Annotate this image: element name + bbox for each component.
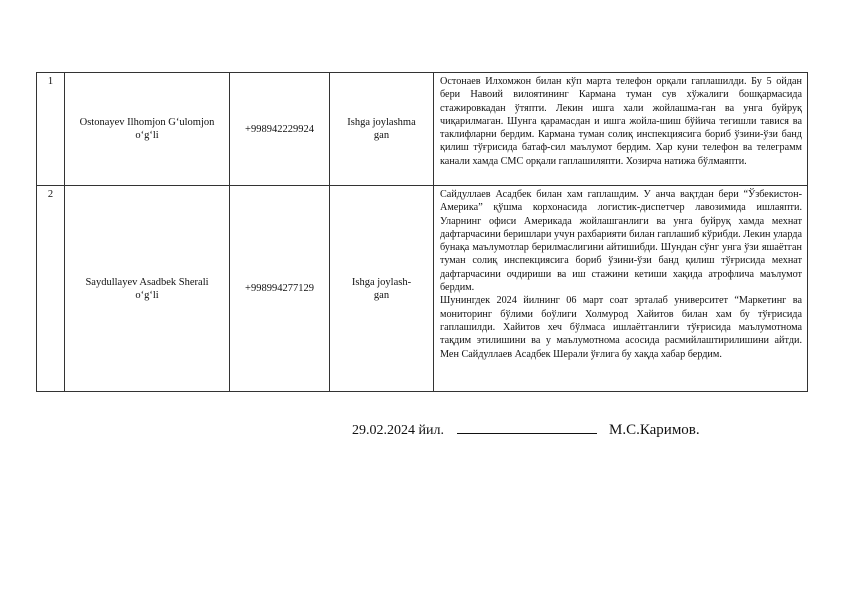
table-row — [37, 73, 808, 186]
employment-status: Ishga joylash- gan — [330, 186, 434, 392]
notes-cell: Остонаев Илхомжон билан кўп марта телефон орқали гаплашилди. Бу 5 ойдан бери Навоий вилоятининг Кармана туман сув хўжалиги бошқармасида стажировкадан ўтяпти. Лекин ишга хали жойлашма-ган ва унга буйруқ чиқарилмаган. Шунга қарамасдан и ишга жойла-шиш бўйича тегишли тавися ва таклифларни бердим. Кармана туман солиқ инспекциясига бориб ўзини-ўзи банд қилиш тўғрисида батаф-сил маълумот бердим. Хар куни телефон ва телеграмм канали хамда СМС орқали гаплашиляпти. Хозирча натижа бўлмаяпти. — [434, 73, 808, 186]
table-row — [37, 186, 808, 392]
signer-name: М.С.Каримов. — [608, 422, 700, 438]
notes-cell — [434, 186, 808, 392]
employment-status: Ishga joylashma gan — [330, 73, 434, 186]
signature-line — [457, 420, 597, 434]
notes-paragraph: Шунингдек 2024 йилнинг 06 март соат эрталаб университет “Маркетинг ва мониторинг бўлими боўлиги Холмурод Хайитов билан хам бу тўғрисида гаплашилди. Хайитов хеч бўлмаса ишлаётганлиги тўғрисида маълумотнома тақдим этилишини ва у маълумотнома асосида расмийлаштирилишини айтди. Мен Сайдуллаев Асадбек Шерали ўғлига бу хақда хабар бердим. — [440, 295, 802, 360]
row-number: 2 — [37, 186, 65, 392]
row-number: 1 — [37, 73, 65, 186]
signature-block — [352, 420, 700, 439]
person-name: Ostonayev Ilhomjon G‘ulomjon o‘g‘li — [65, 73, 230, 186]
phone-number: +998994277129 — [230, 186, 330, 392]
report-table — [36, 72, 808, 392]
signature-date: 29.02.2024 йил. — [352, 423, 444, 438]
notes-paragraph: Сайдуллаев Асадбек билан хам гаплашдим. У анча вақтдан бери “Ўзбекистон-Америка” қўшма корхонасида логистик-диспетчер лавозимида ишлаяпти. Уларнинг офиси Америкада жойлашганлиги ва унга буйруқ хамда мехнат дафтарчасини беришлари учун рахбарияти билан гаплашиб кўрибди. Лекин уларда бунақа маълумотлар берилмаслигини айтишибди. Шундан сўнг унга ўзи яшаётган туман солиқ инспекциясига бориб ўзини-ўзи банд қилиш тўғрисида мехнат дафтарчасини очдириши ва иш стажини кетиши хақида атрофлича маълумот бердим. — [440, 189, 802, 294]
phone-number: +998942229924 — [230, 73, 330, 186]
person-name: Saydullayev Asadbek Sherali o‘g‘li — [65, 186, 230, 392]
